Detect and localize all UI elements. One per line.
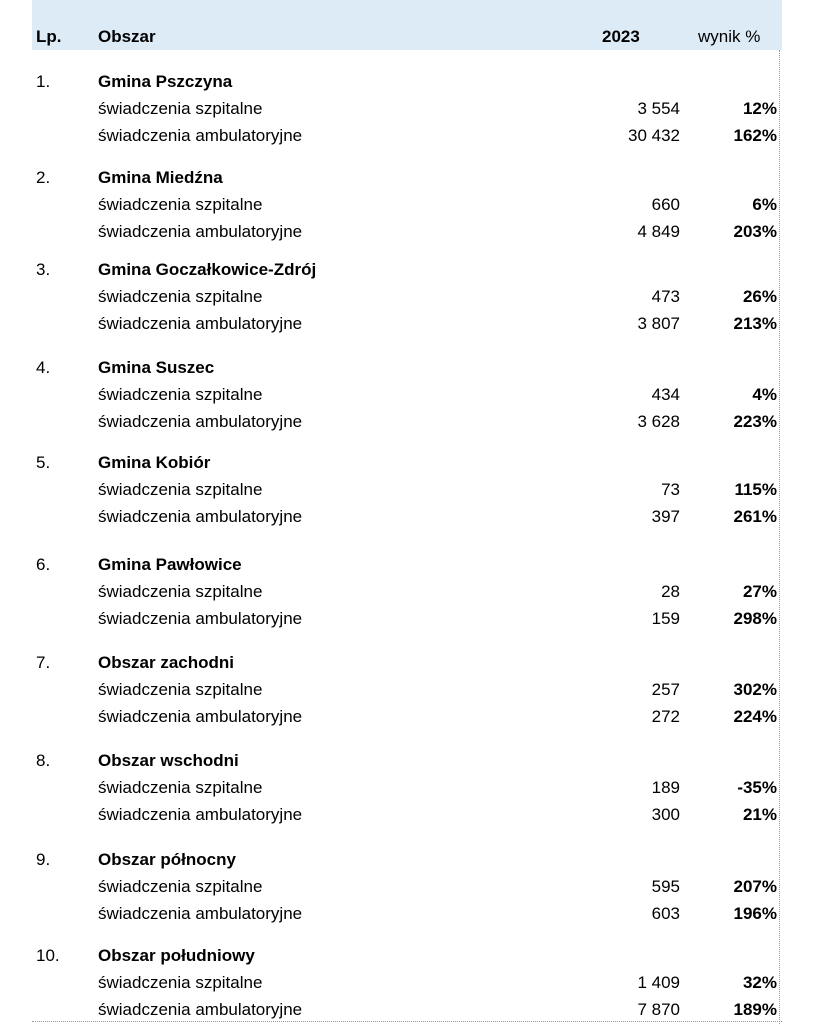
row-value: 30 432 <box>628 126 680 145</box>
row-percent: 162% <box>733 126 777 145</box>
row-label: świadczenia ambulatoryjne <box>98 314 303 333</box>
row-label: świadczenia szpitalne <box>98 385 263 404</box>
row-value: 3 807 <box>637 314 680 333</box>
row-value: 73 <box>661 480 680 499</box>
row-label: świadczenia ambulatoryjne <box>98 222 303 241</box>
group-header-row <box>0 848 818 872</box>
row-percent: 298% <box>733 609 777 628</box>
table-group <box>0 944 818 1026</box>
row-percent: 223% <box>733 412 777 431</box>
group-number: 6. <box>36 555 51 574</box>
table-row <box>0 312 818 336</box>
table-group <box>0 70 818 152</box>
row-label: świadczenia ambulatoryjne <box>98 507 303 526</box>
group-number: 7. <box>36 653 51 672</box>
group-name: Gmina Pawłowice <box>98 555 242 574</box>
row-percent: 196% <box>733 904 777 923</box>
group-name: Gmina Pszczyna <box>98 72 233 91</box>
row-label: świadczenia szpitalne <box>98 287 263 306</box>
row-label: świadczenia szpitalne <box>98 877 263 896</box>
table-group <box>0 749 818 831</box>
table-row <box>0 776 818 800</box>
row-label: świadczenia ambulatoryjne <box>98 126 303 145</box>
group-name: Gmina Suszec <box>98 358 215 377</box>
row-label: świadczenia szpitalne <box>98 778 263 797</box>
table-row <box>0 580 818 604</box>
row-percent: 302% <box>733 680 777 699</box>
row-label: świadczenia ambulatoryjne <box>98 1000 303 1019</box>
group-header-row <box>0 553 818 577</box>
table-row <box>0 124 818 148</box>
row-value: 3 628 <box>637 412 680 431</box>
table-row <box>0 97 818 121</box>
header-obszar: Obszar <box>98 27 156 46</box>
group-header-row <box>0 166 818 190</box>
group-name: Obszar południowy <box>98 946 255 965</box>
row-value: 603 <box>651 904 680 923</box>
row-value: 1 409 <box>637 973 680 992</box>
table-row <box>0 193 818 217</box>
row-label: świadczenia szpitalne <box>98 582 263 601</box>
group-number: 4. <box>36 358 51 377</box>
table-group <box>0 848 818 930</box>
row-value: 257 <box>651 680 680 699</box>
table-group <box>0 258 818 340</box>
header-lp: Lp. <box>36 27 62 46</box>
row-percent: 4% <box>752 385 777 404</box>
table-group <box>0 356 818 438</box>
row-value: 473 <box>651 287 680 306</box>
row-value: 434 <box>651 385 680 404</box>
row-percent: 21% <box>742 805 777 824</box>
group-number: 1. <box>36 72 51 91</box>
row-percent: 32% <box>742 973 777 992</box>
table-row <box>0 478 818 502</box>
table-row <box>0 220 818 244</box>
group-number: 10. <box>36 946 60 965</box>
row-label: świadczenia ambulatoryjne <box>98 904 303 923</box>
group-number: 9. <box>36 850 51 869</box>
table-group <box>0 651 818 733</box>
table-group <box>0 553 818 635</box>
row-label: świadczenia ambulatoryjne <box>98 412 303 431</box>
table-group <box>0 451 818 533</box>
row-value: 397 <box>651 507 680 526</box>
table-row <box>0 998 818 1022</box>
row-percent: 115% <box>734 480 777 499</box>
row-label: świadczenia szpitalne <box>98 195 263 214</box>
row-percent: 261% <box>733 507 777 526</box>
row-value: 159 <box>651 609 680 628</box>
row-percent: 27% <box>742 582 777 601</box>
group-header-row <box>0 651 818 675</box>
table-row <box>0 902 818 926</box>
table-row <box>0 607 818 631</box>
table-row <box>0 285 818 309</box>
row-label: świadczenia ambulatoryjne <box>98 707 303 726</box>
table-row <box>0 875 818 899</box>
row-label: świadczenia szpitalne <box>98 680 263 699</box>
row-percent: 203% <box>733 222 777 241</box>
group-header-row <box>0 944 818 968</box>
row-label: świadczenia szpitalne <box>98 480 263 499</box>
row-value: 272 <box>651 707 680 726</box>
table-row <box>0 678 818 702</box>
group-header-row <box>0 258 818 282</box>
row-label: świadczenia ambulatoryjne <box>98 609 303 628</box>
row-value: 4 849 <box>637 222 680 241</box>
group-number: 2. <box>36 168 51 187</box>
table-row <box>0 383 818 407</box>
group-name: Obszar zachodni <box>98 653 235 672</box>
row-label: świadczenia szpitalne <box>98 973 263 992</box>
table-row <box>0 803 818 827</box>
row-value: 7 870 <box>637 1000 680 1019</box>
group-header-row <box>0 70 818 94</box>
row-percent: 26% <box>742 287 777 306</box>
table-row <box>0 410 818 434</box>
row-value: 189 <box>651 778 680 797</box>
row-percent: 6% <box>752 195 777 214</box>
row-value: 28 <box>661 582 680 601</box>
table-row <box>0 971 818 995</box>
group-number: 8. <box>36 751 51 770</box>
group-name: Obszar północny <box>98 850 236 869</box>
row-value: 300 <box>651 805 680 824</box>
table-row <box>0 705 818 729</box>
row-percent: 213% <box>733 314 777 333</box>
group-header-row <box>0 451 818 475</box>
row-percent: 207% <box>733 877 777 896</box>
row-percent: -35% <box>737 778 777 797</box>
group-name: Gmina Kobiór <box>98 453 211 472</box>
table-row <box>0 505 818 529</box>
group-number: 3. <box>36 260 51 279</box>
group-name: Gmina Miedźna <box>98 168 223 187</box>
row-label: świadczenia szpitalne <box>98 99 263 118</box>
row-value: 660 <box>651 195 680 214</box>
row-percent: 12% <box>742 99 777 118</box>
row-percent: 224% <box>733 707 777 726</box>
table-group <box>0 166 818 248</box>
row-value: 595 <box>651 877 680 896</box>
group-header-row <box>0 749 818 773</box>
group-number: 5. <box>36 453 51 472</box>
group-header-row <box>0 356 818 380</box>
group-name: Obszar wschodni <box>98 751 239 770</box>
row-percent: 189% <box>733 1000 777 1019</box>
row-value: 3 554 <box>637 99 680 118</box>
header-wynik: wynik % <box>698 27 761 46</box>
row-label: świadczenia ambulatoryjne <box>98 805 303 824</box>
group-name: Gmina Goczałkowice-Zdrój <box>98 260 317 279</box>
header-year: 2023 <box>602 27 640 46</box>
